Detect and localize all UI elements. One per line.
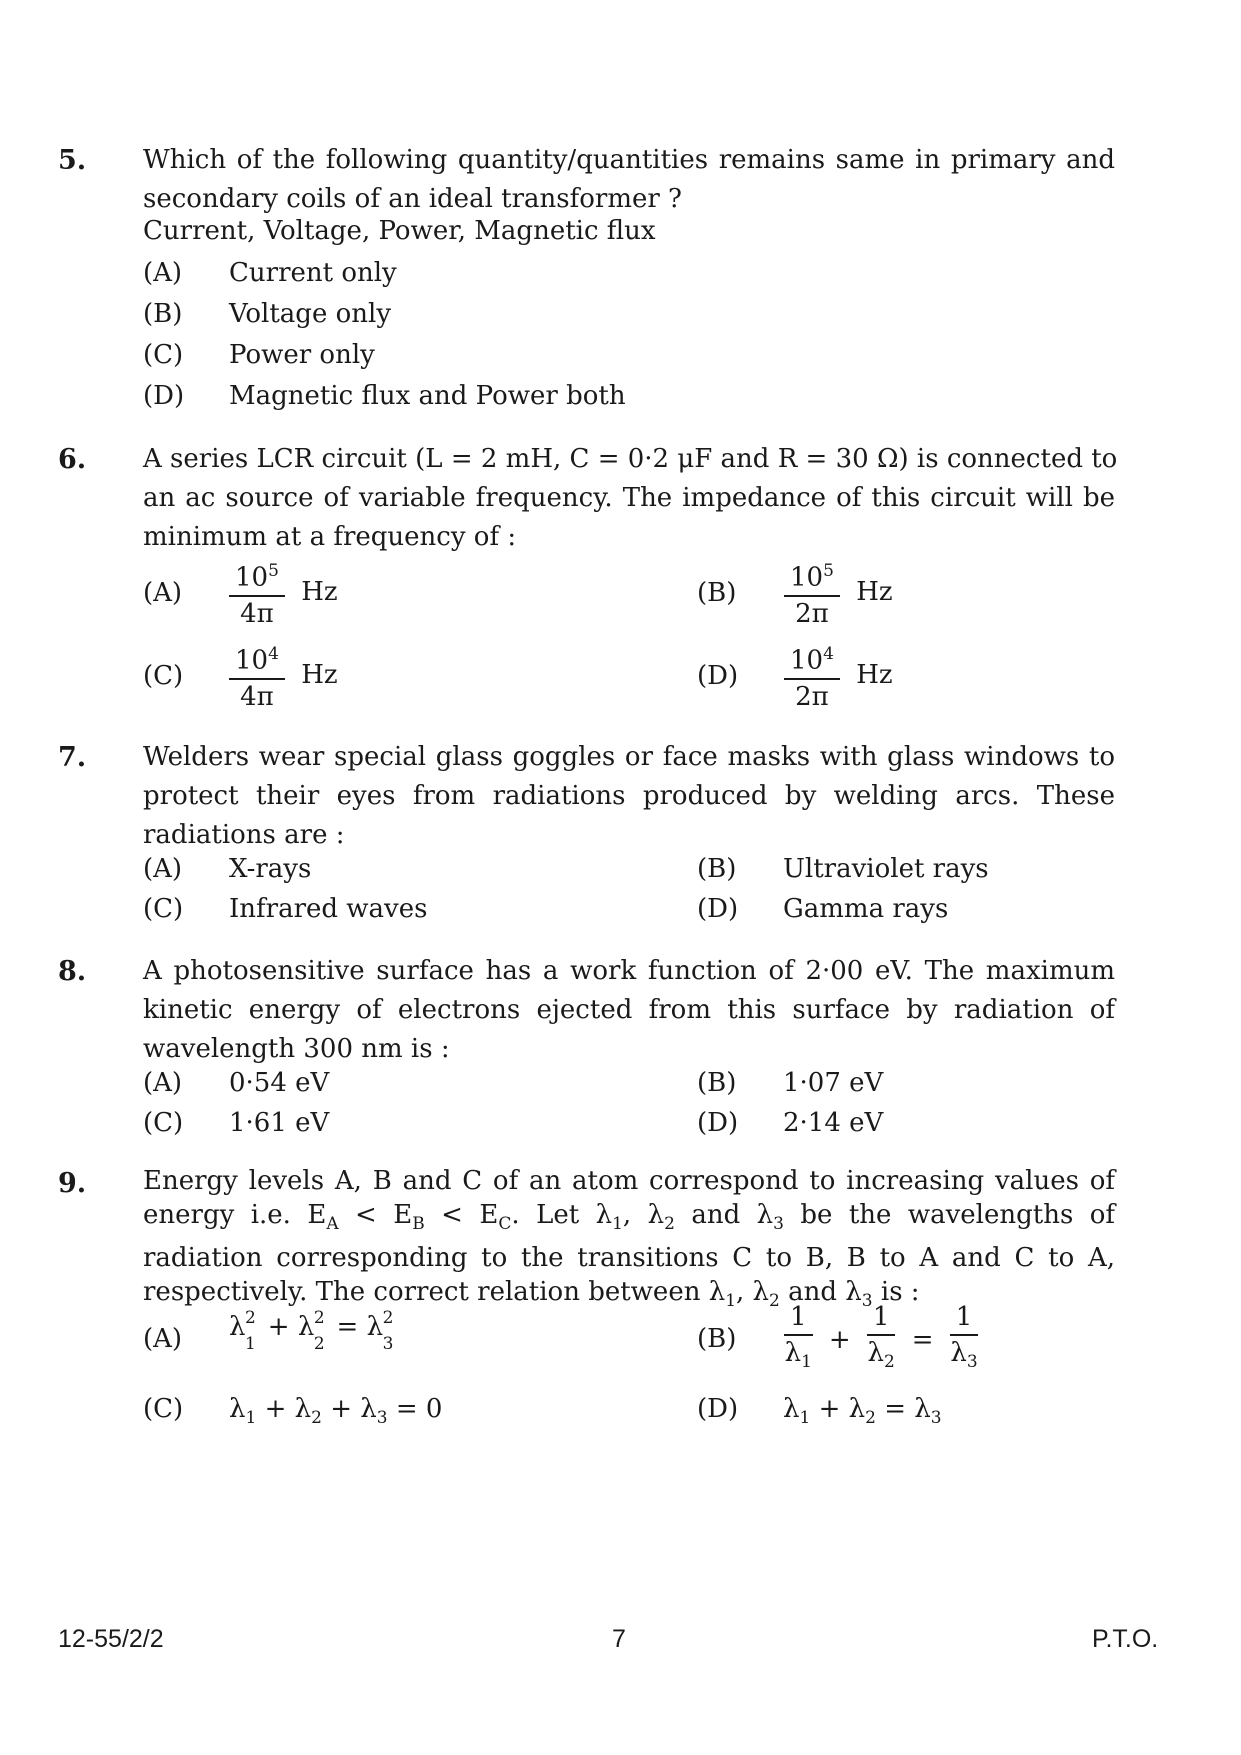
fraction: $\frac{1}{\lambda_3}$ — [950, 1302, 978, 1373]
question-text: Energy levels A, B and C of an atom correspond to increasing values of energy i.e. $E_A < E_B < E_C$. Let $\lambda_1$, $\lambda_2$ and $\lambda_3$ be the wavelengths of radiation corresponding to the transitions C to B, B to A and C to A, respectively. The correct relation between $\lambda_1$, $\lambda_2$ and $\lambda_3$ is : — [143, 1164, 1115, 1318]
option-b-value: $\frac{10^5}{2\pi}$ Hz — [784, 556, 893, 629]
page-number: 7 — [612, 1625, 626, 1653]
fraction: $\frac{1}{\lambda_2}$ — [867, 1302, 895, 1373]
fraction: $\frac{10^4}{2\pi}$ — [784, 639, 840, 712]
question-text: Welders wear special glass goggles or face masks with glass windows to protect their eyes from radiations produced by welding arcs. These radiations are : — [143, 742, 1115, 850]
quantity-list: Current, Voltage, Power, Magnetic flux — [143, 216, 656, 246]
paper-code: 12-55/2/2 — [58, 1625, 164, 1653]
option-d-value: $\frac{10^4}{2\pi}$ Hz — [784, 639, 893, 712]
fraction: $\frac{1}{\lambda_1}$ — [784, 1302, 812, 1373]
fraction: $\frac{10^4}{4\pi}$ — [229, 639, 285, 712]
question-number: 5. — [58, 145, 87, 176]
option-b-value: $\frac{1}{\lambda_1}$ + $\frac{1}{\lambda_2}$ = $\frac{1}{\lambda_3}$ — [784, 1302, 978, 1377]
option-a-value: λ 2 1 + λ 2 2 = λ 2 3 — [229, 1308, 394, 1354]
energy-inequality-line: energy i.e. $E_A < E_B < E_C$. Let $\lambda_1$, $\lambda_2$ and $\lambda_3$ be the wavelengths of — [143, 1200, 1116, 1235]
option-c-value: $\frac{10^4}{4\pi}$ Hz — [229, 639, 338, 712]
question-text: A photosensitive surface has a work function of 2·00 eV. The maximum kinetic energy of electrons ejected from this surface by radiation of wavelength 300 nm is : — [143, 956, 1115, 1064]
question-text: A series LCR circuit (L = 2 mH, C = 0·2 μF and R = 30 Ω) is connected to an ac source of variable frequency. The impedance of this circuit will be minimum at a frequency of : — [143, 444, 1118, 552]
question-number: 6. — [58, 444, 87, 475]
fraction: $\frac{10^5}{4\pi}$ — [229, 556, 285, 629]
question-number: 9. — [58, 1168, 87, 1199]
question-text: Which of the following quantity/quantities remains same in primary and secondary coils of an ideal transformer ? — [143, 145, 1115, 214]
fraction: $\frac{10^5}{2\pi}$ — [784, 556, 840, 629]
question-number: 7. — [58, 742, 87, 773]
pto-note: P.T.O. — [1092, 1625, 1159, 1653]
question-number: 8. — [58, 956, 87, 987]
relation-line: respectively. The correct relation between $\lambda_1$, $\lambda_2$ and $\lambda_3$ is : — [143, 1277, 920, 1312]
option-a-value: $\frac{10^5}{4\pi}$ Hz — [229, 556, 338, 629]
